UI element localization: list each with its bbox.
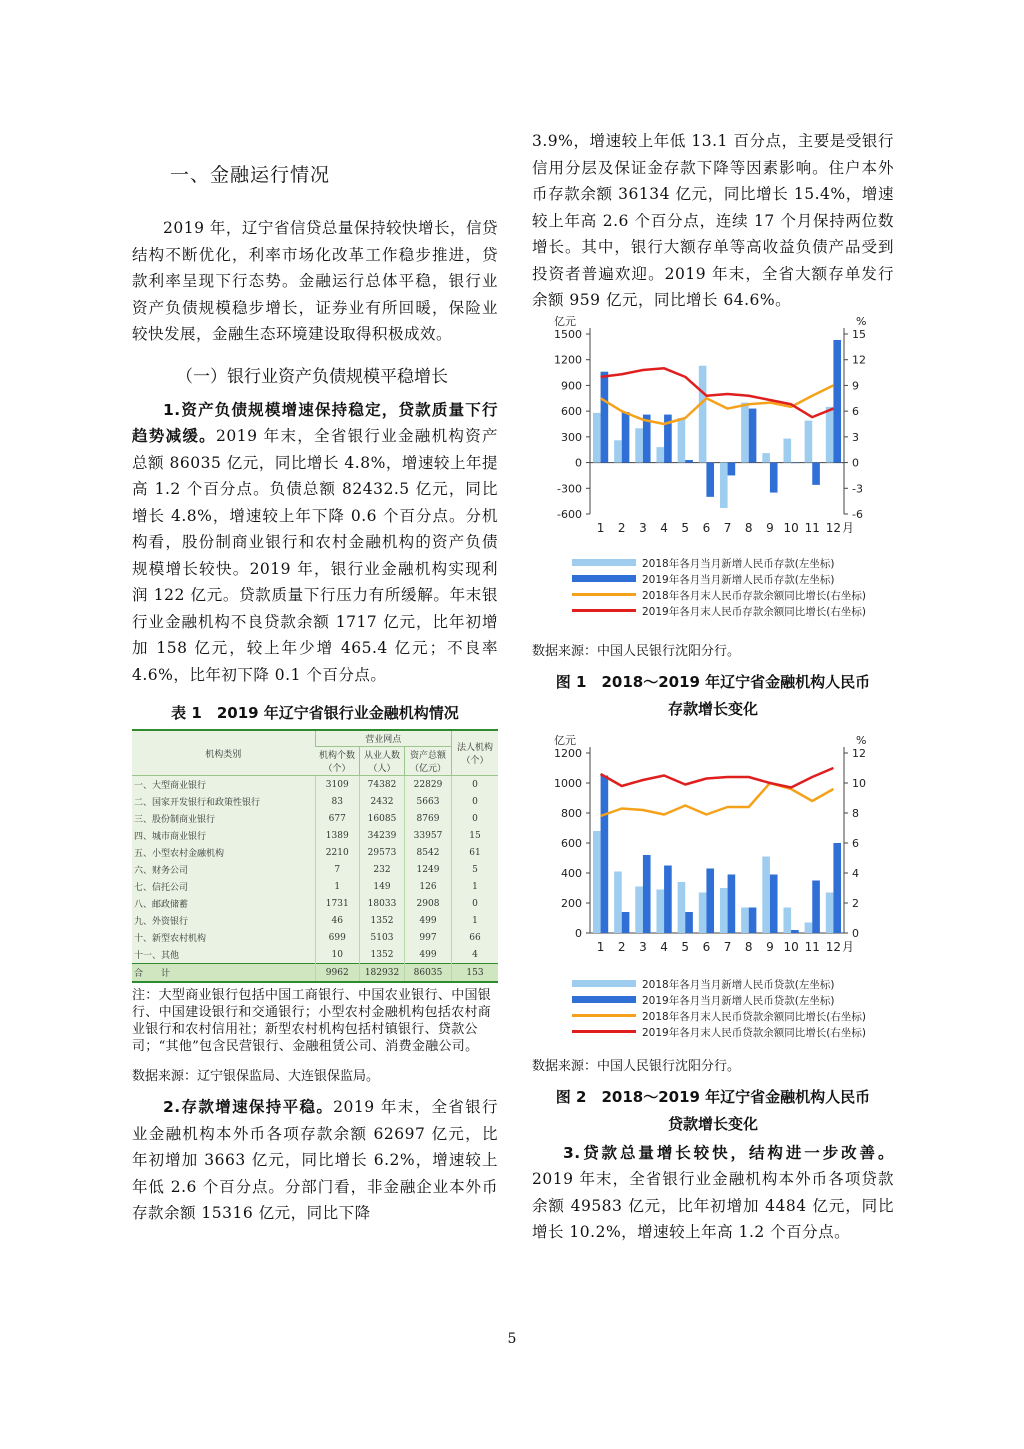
right-column bbox=[532, 128, 894, 1246]
left-tick-label: 300 bbox=[561, 430, 582, 444]
cell-count: 1 bbox=[315, 878, 360, 895]
table-row bbox=[132, 895, 498, 912]
cell-assets: 499 bbox=[405, 946, 452, 964]
bar-2018 bbox=[656, 889, 664, 933]
line-2018 bbox=[601, 385, 834, 424]
cell-assets: 1249 bbox=[405, 861, 452, 878]
x-tick-label: 12 bbox=[825, 520, 842, 535]
bar-2018 bbox=[783, 438, 791, 462]
bar-2018 bbox=[826, 406, 834, 462]
cell-assets: 86035 bbox=[405, 964, 452, 983]
left-tick-label: 1200 bbox=[554, 353, 582, 367]
cell-staff: 2432 bbox=[360, 793, 405, 810]
bar-2018 bbox=[762, 453, 770, 462]
bar-2019 bbox=[812, 462, 820, 484]
legend-label: 2019年各月末人民币贷款余额同比增长(右坐标) bbox=[642, 1026, 866, 1039]
x-tick-label: 10 bbox=[783, 520, 799, 535]
cell-staff: 29573 bbox=[360, 844, 405, 861]
right-tick-label: 12 bbox=[852, 353, 866, 367]
right-tick-label: 10 bbox=[852, 776, 866, 790]
cell-name: 四、城市商业银行 bbox=[134, 832, 207, 842]
col-assets: 资产总额（亿元） bbox=[405, 747, 452, 776]
figure-2-caption bbox=[532, 1084, 894, 1138]
legend-label: 2018年各月当月新增人民币贷款(左坐标) bbox=[642, 978, 835, 991]
figure-2-source: 数据来源：中国人民银行沈阳分行。 bbox=[532, 1058, 741, 1074]
x-tick-label: 8 bbox=[744, 520, 753, 535]
cell-assets: 2908 bbox=[405, 895, 452, 912]
cell-count: 2210 bbox=[315, 844, 360, 861]
bar-2019 bbox=[664, 865, 672, 933]
cell-assets: 499 bbox=[405, 912, 452, 929]
bank-institutions-table bbox=[132, 729, 498, 983]
left-tick-label: 900 bbox=[561, 378, 582, 392]
left-tick-label: 800 bbox=[561, 806, 582, 820]
cell-name: 十、新型农村机构 bbox=[134, 934, 207, 944]
right-tick-label: 3 bbox=[852, 430, 859, 444]
bar-2019 bbox=[728, 874, 736, 933]
cell-legal: 15 bbox=[452, 827, 499, 844]
legend-swatch bbox=[572, 980, 636, 987]
bar-2019 bbox=[601, 775, 609, 933]
bar-2019 bbox=[728, 462, 736, 475]
cell-name: 十一、其他 bbox=[134, 951, 180, 961]
right-tick-label: -3 bbox=[852, 481, 863, 495]
cell-assets: 8542 bbox=[405, 844, 452, 861]
right-tick-label: 6 bbox=[852, 404, 859, 418]
left-tick-label: 1200 bbox=[554, 746, 582, 760]
bar-2019 bbox=[706, 462, 714, 496]
right-tick-label: 9 bbox=[852, 378, 859, 392]
col-count: 机构个数（个） bbox=[315, 747, 360, 776]
bar-2019 bbox=[770, 874, 778, 933]
cell-name: 三、股份制商业银行 bbox=[134, 815, 216, 825]
legend-label: 2018年各月末人民币存款余额同比增长(右坐标) bbox=[642, 589, 866, 602]
x-unit-label: 月 bbox=[842, 520, 855, 535]
bar-2018 bbox=[614, 871, 622, 933]
bar-2019 bbox=[791, 930, 799, 933]
x-tick-label: 1 bbox=[596, 939, 605, 954]
paragraph-2-continued: 3.9%，增速较上年低 13.1 百分点，主要是受银行信用分层及保证金存款下降等因素影响。住户本外币存款余额 36134 亿元，同比增长 15.4%，增速较上年高 2.6 个百分点，连续 17 个月保持两位数增长。其中，银行大额存单等高收益负债产品受到投资者普遍欢迎。2019 年末，全省大额存单发行余额 959 亿元，同比增长 64.6%。 bbox=[532, 132, 894, 309]
cell-assets: 22829 bbox=[405, 776, 452, 794]
bar-2019 bbox=[685, 912, 693, 933]
bar-2018 bbox=[614, 440, 622, 462]
paragraph-3-lead: 3.贷款总量增长较快，结构进一步改善。 bbox=[563, 1143, 894, 1162]
table-row bbox=[132, 776, 498, 794]
paragraph-1-body: 2019 年末，全省银行业金融机构资产总额 86035 亿元，同比增长 4.8%，增速较上年提高 1.2 个百分点。负债总额 82432.5 亿元，同比增长 4.8%，增速较上年下降 0.6 个百分点。分机构看，股份制商业银行和农村金融机构的资产负债规模增长较快。2019 年，银行业金融机构实现利润 122 亿元。贷款质量下行压力有所缓解。年末银行业金融机构不良贷款余额 1717 亿元，比年初增加 158 亿元，较上年少增 465.4 亿元；不良率 4.6%，比年初下降 0.1 个百分点。 bbox=[132, 427, 498, 684]
bar-2018 bbox=[699, 892, 707, 933]
x-tick-label: 9 bbox=[766, 520, 774, 535]
paragraph-1-lead: 1.资产负债规模增速保持稳定，贷款质量下行趋势减缓。 bbox=[132, 400, 498, 445]
cell-legal: 0 bbox=[452, 776, 499, 794]
legend-label: 2019年各月当月新增人民币存款(左坐标) bbox=[642, 573, 835, 586]
cell-name: 合 计 bbox=[132, 964, 315, 983]
left-tick-label: 600 bbox=[561, 404, 582, 418]
table-row bbox=[132, 912, 498, 929]
cell-legal: 0 bbox=[452, 793, 499, 810]
cell-assets: 33957 bbox=[405, 827, 452, 844]
bar-2018 bbox=[699, 365, 707, 462]
x-tick-label: 6 bbox=[702, 939, 711, 954]
bar-2018 bbox=[635, 886, 643, 933]
x-tick-label: 5 bbox=[681, 939, 690, 954]
bar-2019 bbox=[833, 843, 841, 933]
table-body bbox=[132, 776, 498, 983]
cell-name: 五、小型农村金融机构 bbox=[134, 849, 225, 859]
x-tick-label: 3 bbox=[639, 520, 647, 535]
col-legal: 法人机构（个） bbox=[452, 730, 499, 776]
cell-assets: 8769 bbox=[405, 810, 452, 827]
bar-2018 bbox=[805, 922, 813, 933]
x-tick-label: 7 bbox=[723, 939, 732, 954]
bar-2018 bbox=[635, 428, 643, 462]
cell-staff: 16085 bbox=[360, 810, 405, 827]
figure-1 bbox=[532, 314, 894, 636]
right-tick-label: 15 bbox=[852, 327, 866, 341]
table-row bbox=[132, 827, 498, 844]
x-tick-label: 3 bbox=[639, 939, 647, 954]
bar-2019 bbox=[812, 880, 820, 933]
table-total-row bbox=[132, 964, 498, 983]
cell-count: 1731 bbox=[315, 895, 360, 912]
cell-assets: 997 bbox=[405, 929, 452, 946]
cell-legal: 153 bbox=[452, 964, 499, 983]
paragraph-1 bbox=[132, 397, 498, 689]
x-unit-label: 月 bbox=[842, 939, 855, 954]
figure-1-caption bbox=[532, 669, 894, 723]
cell-name: 九、外资银行 bbox=[134, 917, 189, 927]
bar-2019 bbox=[622, 912, 630, 933]
bar-2018 bbox=[805, 420, 813, 462]
cell-staff: 149 bbox=[360, 878, 405, 895]
table-row bbox=[132, 793, 498, 810]
legend-label: 2018年各月末人民币贷款余额同比增长(右坐标) bbox=[642, 1010, 866, 1023]
cell-staff: 1352 bbox=[360, 912, 405, 929]
bar-2018 bbox=[783, 907, 791, 933]
loan-chart bbox=[532, 733, 894, 1051]
left-tick-label: 200 bbox=[561, 896, 582, 910]
bar-2018 bbox=[720, 888, 728, 933]
right-tick-label: 4 bbox=[852, 866, 859, 880]
cell-count: 699 bbox=[315, 929, 360, 946]
cell-staff: 18033 bbox=[360, 895, 405, 912]
bar-2018 bbox=[593, 412, 601, 462]
table-row bbox=[132, 810, 498, 827]
bar-2019 bbox=[749, 408, 757, 462]
cell-legal: 5 bbox=[452, 861, 499, 878]
cell-legal: 0 bbox=[452, 895, 499, 912]
left-tick-label: 1500 bbox=[554, 327, 582, 341]
bar-2018 bbox=[656, 447, 664, 462]
subsection-title: （一）银行业资产负债规模平稳增长 bbox=[176, 366, 448, 387]
bar-2018 bbox=[741, 402, 749, 462]
bar-2018 bbox=[826, 892, 834, 933]
cell-staff: 74382 bbox=[360, 776, 405, 794]
cell-count: 46 bbox=[315, 912, 360, 929]
x-tick-label: 1 bbox=[596, 520, 605, 535]
table-row bbox=[132, 878, 498, 895]
intro-paragraph: 2019 年，辽宁省信贷总量保持较快增长，信贷结构不断优化，利率市场化改革工作稳步推进，贷款利率呈现下行态势。金融运行总体平稳，银行业资产负债规模稳步增长，证券业有所回暖，保险业较快发展，金融生态环境建设取得积极成效。 bbox=[132, 219, 498, 343]
bar-2018 bbox=[762, 856, 770, 933]
left-tick-label: 400 bbox=[561, 866, 582, 880]
x-tick-label: 10 bbox=[783, 939, 799, 954]
cell-name: 八、邮政储蓄 bbox=[134, 900, 189, 910]
left-column bbox=[132, 160, 498, 1227]
left-tick-label: 1000 bbox=[554, 776, 582, 790]
table-note: 注：大型商业银行包括中国工商银行、中国农业银行、中国银行、中国建设银行和交通银行；小型农村金融机构包括农村商业银行和农村信用社；新型农村机构包括村镇银行、贷款公司；“其他”包含民营银行、金融租赁公司、消费金融公司。 bbox=[132, 988, 492, 1054]
cell-assets: 126 bbox=[405, 878, 452, 895]
paragraph-2-body: 2019 年末，全省银行业金融机构本外币各项存款余额 62697 亿元，比年初增加 3663 亿元，同比增长 6.2%，增速较上年低 2.6 个百分点。分部门看，非金融企业本外币存款余额 15316 亿元，同比下降 bbox=[132, 1098, 498, 1222]
legend-label: 2019年各月当月新增人民币贷款(左坐标) bbox=[642, 994, 835, 1007]
line-2018 bbox=[601, 783, 834, 816]
table-row bbox=[132, 861, 498, 878]
legend-swatch bbox=[572, 559, 636, 566]
cell-assets: 5663 bbox=[405, 793, 452, 810]
x-tick-label: 9 bbox=[766, 939, 774, 954]
bar-2018 bbox=[678, 418, 686, 463]
legend-swatch bbox=[572, 575, 636, 582]
left-tick-label: 0 bbox=[575, 456, 582, 470]
col-category: 机构类别 bbox=[132, 730, 315, 776]
table-row bbox=[132, 946, 498, 964]
page-number: 5 bbox=[507, 1331, 517, 1347]
line-2019 bbox=[601, 768, 834, 788]
cell-count: 677 bbox=[315, 810, 360, 827]
cell-staff: 182932 bbox=[360, 964, 405, 983]
bar-2019 bbox=[622, 412, 630, 463]
x-tick-label: 2 bbox=[617, 520, 626, 535]
left-tick-label: -300 bbox=[557, 481, 582, 495]
bar-2018 bbox=[720, 462, 728, 507]
table-title: 表 1 2019 年辽宁省银行业金融机构情况 bbox=[171, 704, 459, 722]
bar-2019 bbox=[685, 460, 693, 463]
bar-2019 bbox=[833, 340, 841, 463]
bar-2019 bbox=[601, 371, 609, 462]
x-tick-label: 4 bbox=[660, 520, 668, 535]
cell-legal: 61 bbox=[452, 844, 499, 861]
bar-2019 bbox=[643, 855, 651, 933]
bar-2019 bbox=[770, 462, 778, 492]
paragraph-2-lead: 2.存款增速保持平稳。 bbox=[163, 1098, 334, 1116]
cell-staff: 1352 bbox=[360, 946, 405, 964]
legend-label: 2019年各月末人民币存款余额同比增长(右坐标) bbox=[642, 605, 866, 618]
cell-legal: 66 bbox=[452, 929, 499, 946]
x-tick-label: 11 bbox=[804, 939, 820, 954]
left-tick-label: -600 bbox=[557, 507, 582, 521]
right-unit-label: % bbox=[856, 314, 867, 328]
line-2019 bbox=[601, 368, 834, 417]
col-staff: 从业人数（人） bbox=[360, 747, 405, 776]
left-tick-label: 0 bbox=[575, 926, 582, 940]
right-tick-label: -6 bbox=[852, 507, 863, 521]
x-tick-label: 5 bbox=[681, 520, 690, 535]
figure-1-caption-line1: 图 1 2018～2019 年辽宁省金融机构人民币 bbox=[555, 672, 871, 691]
cell-name: 六、财务公司 bbox=[134, 866, 189, 876]
figure-1-caption-line2: 存款增长变化 bbox=[667, 699, 758, 718]
col-group-outlets: 营业网点 bbox=[315, 730, 452, 747]
left-unit-label: 亿元 bbox=[554, 314, 576, 328]
right-tick-label: 0 bbox=[852, 926, 859, 940]
figure-1-source: 数据来源：中国人民银行沈阳分行。 bbox=[532, 643, 741, 659]
left-tick-label: 600 bbox=[561, 836, 582, 850]
cell-name: 七、信托公司 bbox=[134, 883, 189, 893]
table-row bbox=[132, 929, 498, 946]
bar-2018 bbox=[593, 831, 601, 933]
cell-name: 一、大型商业银行 bbox=[134, 781, 207, 791]
cell-count: 1389 bbox=[315, 827, 360, 844]
cell-staff: 34239 bbox=[360, 827, 405, 844]
x-tick-label: 8 bbox=[744, 939, 753, 954]
paragraph-3-body: 2019 年末，全省银行业金融机构本外币各项贷款余额 49583 亿元，比年初增加 4484 亿元，同比增长 10.2%，增速较上年高 1.2 个百分点。 bbox=[532, 1170, 894, 1241]
cell-count: 83 bbox=[315, 793, 360, 810]
deposit-chart bbox=[532, 314, 894, 632]
right-tick-label: 12 bbox=[852, 746, 866, 760]
bar-2019 bbox=[706, 868, 714, 933]
section-title: 一、金融运行情况 bbox=[170, 164, 331, 186]
figure-2 bbox=[532, 733, 894, 1055]
cell-legal: 4 bbox=[452, 946, 499, 964]
x-tick-label: 12 bbox=[825, 939, 842, 954]
right-tick-label: 6 bbox=[852, 836, 859, 850]
x-tick-label: 11 bbox=[804, 520, 820, 535]
bar-2018 bbox=[678, 882, 686, 933]
cell-staff: 5103 bbox=[360, 929, 405, 946]
x-tick-label: 4 bbox=[660, 939, 668, 954]
paragraph-3 bbox=[532, 1140, 894, 1246]
x-tick-label: 7 bbox=[723, 520, 732, 535]
left-unit-label: 亿元 bbox=[554, 733, 576, 747]
table-row bbox=[132, 844, 498, 861]
cell-count: 10 bbox=[315, 946, 360, 964]
cell-legal: 0 bbox=[452, 810, 499, 827]
bar-2019 bbox=[791, 462, 799, 463]
cell-name: 二、国家开发银行和政策性银行 bbox=[134, 798, 261, 808]
figure-2-caption-line2: 贷款增长变化 bbox=[667, 1114, 758, 1133]
legend-label: 2018年各月当月新增人民币存款(左坐标) bbox=[642, 557, 835, 570]
cell-legal: 1 bbox=[452, 878, 499, 895]
cell-count: 3109 bbox=[315, 776, 360, 794]
right-tick-label: 2 bbox=[852, 896, 859, 910]
bar-2019 bbox=[749, 907, 757, 933]
cell-legal: 1 bbox=[452, 912, 499, 929]
right-unit-label: % bbox=[856, 733, 867, 747]
paragraph-2 bbox=[132, 1094, 498, 1227]
right-tick-label: 0 bbox=[852, 456, 859, 470]
x-tick-label: 2 bbox=[617, 939, 626, 954]
table-source: 数据来源：辽宁银保监局、大连银保监局。 bbox=[132, 1069, 380, 1084]
cell-staff: 232 bbox=[360, 861, 405, 878]
bar-2018 bbox=[741, 907, 749, 933]
right-tick-label: 8 bbox=[852, 806, 859, 820]
x-tick-label: 6 bbox=[702, 520, 711, 535]
cell-count: 9962 bbox=[315, 964, 360, 983]
cell-count: 7 bbox=[315, 861, 360, 878]
figure-2-caption-line1: 图 2 2018～2019 年辽宁省金融机构人民币 bbox=[555, 1087, 871, 1106]
legend-swatch bbox=[572, 996, 636, 1003]
